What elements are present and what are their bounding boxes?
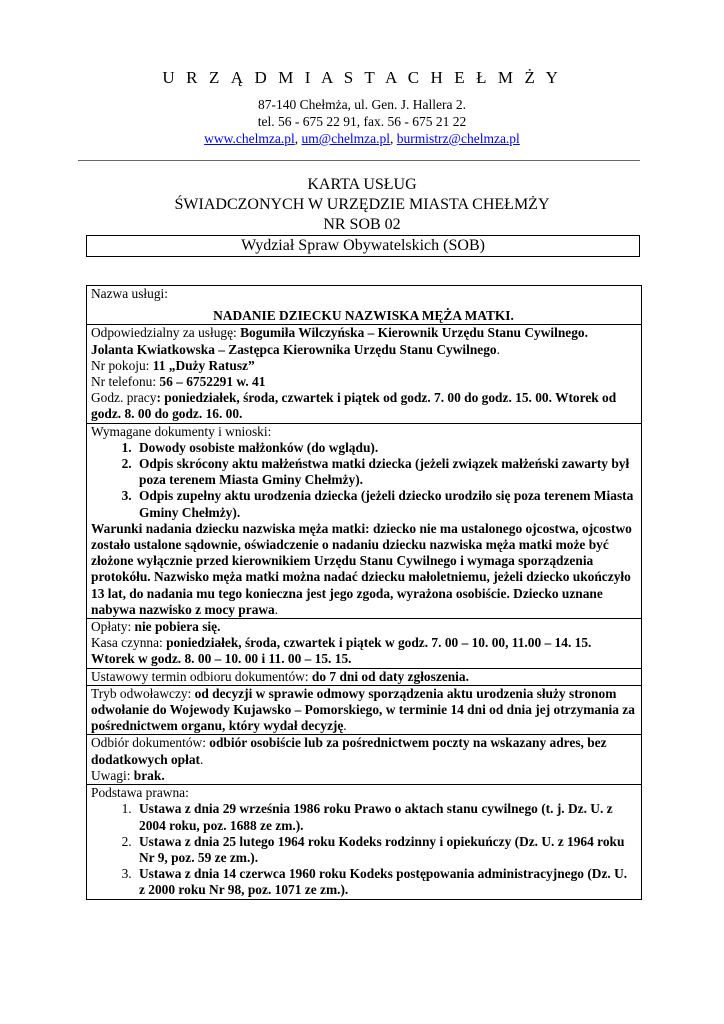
responsible-person-1: Bogumiła Wilczyńska – Kierownik Urzędu Stanu Cywilnego. [240,325,588,341]
room-value: 11 „Duży Ratusz” [152,357,255,373]
email-link[interactable]: um@chelmza.pl [301,131,391,146]
list-item: 2. Ustawa z dnia 25 lutego 1964 roku Kodeks rodzinny i opiekuńczy (Dz. U. z 1964 roku Nr 9, poz. 59 ze zm.). [135,834,636,866]
fees-section [87,619,641,669]
card-number: NR SOB 02 [323,216,401,233]
list-item: 3. Ustawa z dnia 14 czerwca 1960 roku Kodeks postępowania administracyjnego (Dz. U. z 2000 roku Nr 98, poz. 1071 ze zm.). [135,866,636,898]
phone-value: 56 – 6752291 w. 41 [159,374,266,390]
service-card [86,285,642,900]
service-name-section [87,286,641,325]
phone-label: Nr telefonu: [91,374,160,390]
documents-list [91,440,636,521]
documents-label: Wymagane dokumenty i wnioski: [91,423,272,439]
mayor-email-link[interactable]: burmistrz@chelmza.pl [396,131,520,146]
header-divider [78,160,640,161]
deadline-section [87,669,641,686]
website-link[interactable]: www.chelmza.pl [204,131,295,146]
appeal-section: Tryb odwoławczy: od decyzji w sprawie odmowy sporządzenia aktu urodzenia służy stronom odwołanie do Wojewody Kujawsko – Pomorskiego, w terminie 14 dni od dnia jej otrzymania za pośrednictwem organu, który wydał decyzję. [87,686,641,736]
appeal-value: od decyzji w sprawie odmowy sporządzenia aktu urodzenia służy stronom odwołanie do Wojewody Kujawsko – Pomorskiego, w terminie 14 dni od dnia jej otrzymania za pośrednictwem organu, który wydał decyzję [91,685,635,734]
legal-basis-section [87,785,641,898]
conditions-text: Warunki nadania dziecku nazwiska męża matki: dziecko nie ma ustalonego ojcostwa, ojcostwo zostało ustalone sądownie, oświadczenie o nadaniu dziecku nazwiska męża matki może być złożone wyłącznie przed kierownikiem Urzędu Stanu Cywilnego i wymaga sporządzenia protokółu. Nazwisko męża matki można nadać dziecku małoletniemu, jeżeli dziecko ukończyło 13 lat, do nadania mu tego konieczna jest jego zgoda, wyrażona osobiście. Dziecko uznane nabywa nazwisko z mocy prawa [91,520,632,617]
responsible-section: Odpowiedzialny za usługę: Bogumiła Wilczyńska – Kierownik Urzędu Stanu Cywilnego. Jolanta Kwiatkowska – Zastępca Kierownika Urzędu Stanu Cywilnego. Nr pokoju: 11 „Duży Ratusz” Nr telefonu: 56 – 6752291 w. 41 Godz. pracy: poniedziałek, środa, czwartek i piątek od godz. 7. 00 do godz. 15. 00. Wtorek od godz. 8. 00 do godz. 16. 00. [87,325,641,423]
remarks-value: brak. [133,767,165,783]
department-box: Wydział Spraw Obywatelskich (SOB) [86,235,640,257]
card-subtitle: ŚWIADCZONYCH W URZĘDZIE MIASTA CHEŁMŻY [174,196,550,213]
legal-basis-list [91,801,636,898]
service-name: NADANIE DZIECKU NAZWISKA MĘŻA MATKI. [213,308,514,324]
hours-value: : poniedziałek, środa, czwartek i piątek od godz. 7. 00 do godz. 15. 00. Wtorek od godz. 8. 00 do godz. 16. 00. [91,390,617,422]
pickup-section: Odbiór dokumentów: odbiór osobiście lub za pośrednictwem poczty na wskazany adres, bez dodatkowych opłat. Uwagi: brak. [87,735,641,785]
hours-label: Godz. pracy [91,390,157,406]
office-address: 87-140 Chełmża, ul. Gen. J. Hallera 2. [257,97,467,112]
fees-label: Opłaty: [91,619,135,635]
office-phone: tel. 56 - 675 22 91, fax. 56 - 675 21 22 [257,114,467,129]
list-item: 3. Odpis zupełny aktu urodzenia dziecka (jeżeli dziecko urodziło się poza terenem Miasta Gminy Chełmży). [135,488,636,520]
list-item: 1. Ustawa z dnia 29 września 1986 roku Prawo o aktach stanu cywilnego (t. j. Dz. U. z 2004 roku, poz. 1688 ze zm.). [135,801,636,833]
legal-basis-label: Podstawa prawna: [91,785,189,801]
pickup-label: Odbiór dokumentów: [91,735,210,751]
list-item: 1. Dowody osobiste małżonków (do wglądu). [135,440,636,456]
office-name: U R Z Ą D M I A S T A C H E Ł M Ż Y [162,68,562,87]
fees-value: nie pobiera się. [134,619,221,635]
room-label: Nr pokoju: [91,357,153,373]
cashier-hours: poniedziałek, środa, czwartek i piątek w godz. 7. 00 – 10. 00, 11.00 – 14. 15. Wtorek w godz. 8. 00 – 10. 00 i 11. 00 – 15. 15. [91,635,592,667]
deadline-label: Ustawowy termin odbioru dokumentów: [91,668,312,684]
appeal-label: Tryb odwoławczy: [91,685,195,701]
pickup-value: odbiór osobiście lub za pośrednictwem poczty na wskazany adres, bez dodatkowych opłat [91,735,607,767]
card-title: KARTA USŁUG [307,176,417,193]
responsible-person-2: Jolanta Kwiatkowska – Zastępca Kierownika Urzędu Stanu Cywilnego [91,341,497,357]
remarks-label: Uwagi: [91,767,134,783]
cashier-label: Kasa czynna: [91,635,167,651]
responsible-label: Odpowiedzialny za usługę: [91,325,241,341]
list-item: 2. Odpis skrócony aktu małżeństwa matki dziecka (jeżeli związek małżeński zawarty był poza terenem Miasta Gminy Chełmży). [135,456,636,488]
service-name-label: Nazwa usługi: [91,286,168,301]
documents-section: Wymagane dokumenty i wnioski: 1. Dowody osobiste małżonków (do wglądu). 2. Odpis skrócony aktu małżeństwa matki dziecka (jeżeli związek małżeński zawarty był poza terenem Miasta Gminy Chełmży). 3. Odpis zupełny aktu urodzenia dziecka (jeżeli dziecko urodziło się poza terenem Miasta Gminy Chełmży). Warunki nadania dziecku nazwiska męża matki: dziecko nie ma ustalonego ojcostwa, ojcostwo zostało ustalone sądownie, oświadczenie o nadaniu dziecku nazwiska męża matki może być złożone wyłącznie przed kierownikiem Urzędu Stanu Cywilnego i wymaga sporządzenia protokółu. Nazwisko męża matki można nadać dziecku małoletniemu, jeżeli dziecko ukończyło 13 lat, do nadania mu tego konieczna jest jego zgoda, wyrażona osobiście. Dziecko uznane nabywa nazwisko z mocy prawa. [87,424,641,619]
deadline-value: do 7 dni od daty zgłoszenia. [311,668,469,684]
contact-links: www.chelmza.pl, um@chelmza.pl, burmistrz@chelmza.pl [204,131,520,146]
